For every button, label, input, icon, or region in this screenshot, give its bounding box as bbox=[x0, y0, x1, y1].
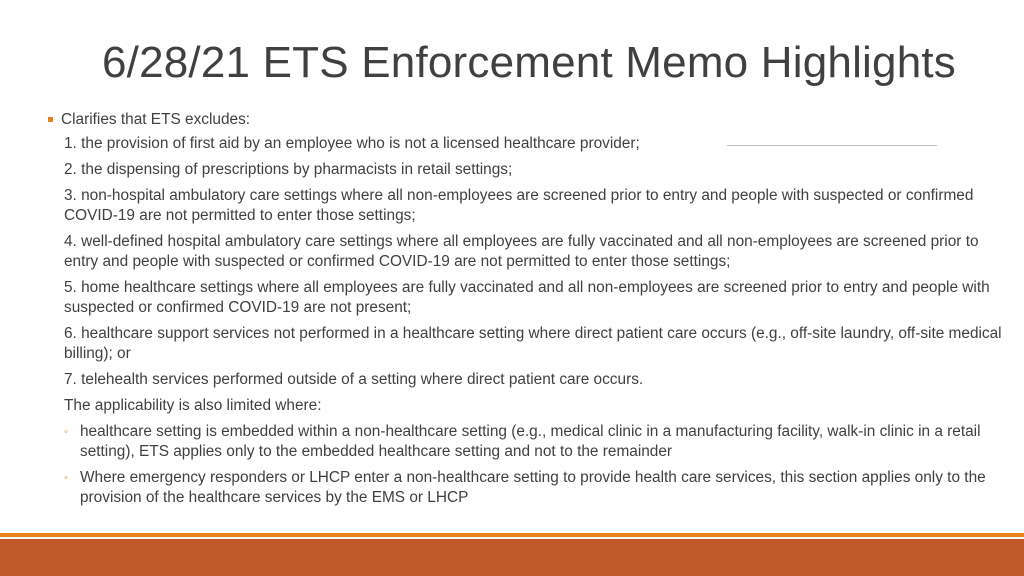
exclusion-item-2: 2. the dispensing of prescriptions by pharmacists in retail settings; bbox=[64, 161, 513, 178]
exclusion-item-5: 5. home healthcare settings where all employees are fully vaccinated and all non-employees are screened prior to entry and people with suspected or confirmed COVID-19 are not present; bbox=[64, 279, 990, 316]
sub-bullet-text: Where emergency responders or LHCP enter a non-healthcare setting to provide health care services, this section applies only to the provision of the healthcare services by the EMS or LHCP bbox=[80, 469, 986, 506]
sub-bullet-text: healthcare setting is embedded within a non-healthcare setting (e.g., medical clinic in a manufacturing facility, walk-in clinic in a retail setting), ETS applies only to the embedded healthcare setting and not to the remainder bbox=[80, 423, 981, 460]
sub-bullet-2 bbox=[48, 468, 1012, 508]
exclusion-item-1: 1. the provision of first aid by an employee who is not a licensed healthcare provider; bbox=[64, 135, 640, 152]
sub-bullet-1 bbox=[48, 422, 1012, 462]
exclusion-item-3: 3. non-hospital ambulatory care settings where all non-employees are screened prior to entry and people with suspected or confirmed COVID-19 are not permitted to enter those settings; bbox=[64, 187, 974, 224]
footer-bar bbox=[0, 539, 1024, 576]
exclusion-item-7: 7. telehealth services performed outside of a setting where direct patient care occurs. bbox=[64, 371, 644, 388]
intro-text: Clarifies that ETS excludes: bbox=[61, 111, 251, 128]
limited-intro: The applicability is also limited where: bbox=[64, 397, 322, 414]
exclusion-item-4: 4. well-defined hospital ambulatory care settings where all employees are fully vaccinated and all non-employees are screened prior to entry and people with suspected or confirmed COVID-19 are not permitted to enter those settings; bbox=[64, 233, 979, 270]
ring-bullet-icon: ◦ bbox=[64, 426, 68, 438]
intro-bullet bbox=[48, 110, 1012, 130]
slide-body bbox=[48, 110, 1012, 514]
slide-title: 6/28/21 ETS Enforcement Memo Highlights bbox=[102, 38, 956, 87]
square-bullet-icon bbox=[48, 117, 53, 122]
exclusion-item-6: 6. healthcare support services not performed in a healthcare setting where direct patient care occurs (e.g., off-site laundry, off-site medical billing); or bbox=[64, 325, 1002, 362]
ring-bullet-icon: ◦ bbox=[64, 472, 68, 484]
footer-accent-bar bbox=[0, 533, 1024, 537]
